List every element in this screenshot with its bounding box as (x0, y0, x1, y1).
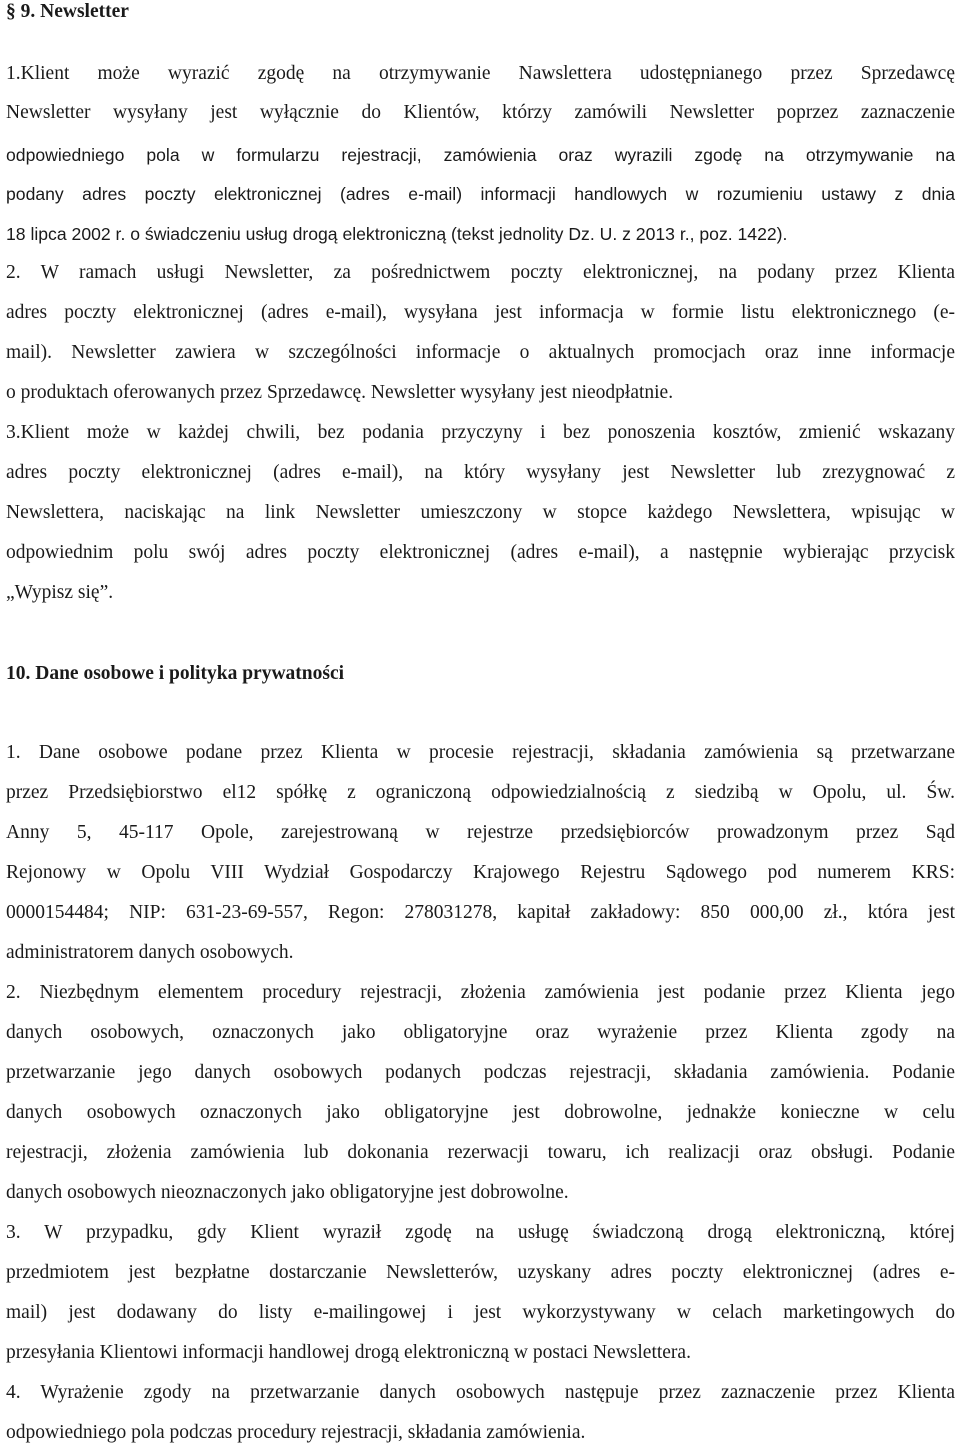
s9-line-8: mail). Newsletter zawiera w szczególności informacje o aktualnych promocjach oraz inne informacje (6, 342, 955, 363)
s10-line-2: przez Przedsiębiorstwo el12 spółkę z ograniczoną odpowiedzialnością z siedzibą w Opolu, ul. Św. (6, 782, 955, 803)
s9-line-5: 18 lipca 2002 r. o świadczeniu usług drogą elektroniczną (tekst jednolity Dz. U. z 2013 r., poz. 1422). (6, 224, 788, 244)
s10-line-4: Rejonowy w Opolu VIII Wydział Gospodarczy Krajowego Rejestru Sądowego pod numerem KRS: (6, 862, 955, 883)
s9-line-7: adres poczty elektronicznej (adres e-mail), wysyłana jest informacja w formie listu elektronicznego (e- (6, 302, 955, 323)
s10-line-14: przedmiotem jest bezpłatne dostarczanie Newsletterów, uzyskany adres poczty elektronicznej (adres e- (6, 1262, 955, 1283)
s10-line-1: 1. Dane osobowe podane przez Klienta w procesie rejestracji, składania zamówienia są przetwarzane (6, 742, 955, 763)
s10-line-18: odpowiedniego pola podczas procedury rejestracji, składania zamówienia. (6, 1422, 586, 1443)
s9-line-13: odpowiednim polu swój adres poczty elektronicznej (adres e-mail), a następnie wybierając przycisk (6, 542, 955, 563)
s9-line-9: o produktach oferowanych przez Sprzedawcę. Newsletter wysyłany jest nieodpłatnie. (6, 382, 674, 403)
s10-line-15: mail) jest dodawany do listy e-mailingowej i jest wykorzystywany w celach marketingowych do (6, 1302, 955, 1323)
s10-line-6: administratorem danych osobowych. (6, 942, 294, 963)
s10-line-12: danych osobowych nieoznaczonych jako obligatoryjne jest dobrowolne. (6, 1182, 569, 1203)
s9-line-12: Newslettera, naciskając na link Newsletter umieszczony w stopce każdego Newslettera, wpisując w (6, 502, 955, 523)
s10-line-16: przesyłania Klientowi informacji handlowej drogą elektroniczną w postaci Newslettera. (6, 1342, 691, 1363)
s9-line-14: „Wypisz się”. (6, 582, 114, 603)
s10-line-13: 3. W przypadku, gdy Klient wyraził zgodę na usługę świadczoną drogą elektroniczną, której (6, 1222, 955, 1243)
s9-line-11: adres poczty elektronicznej (adres e-mail), na który wysyłany jest Newsletter lub zrezygnować z (6, 462, 955, 483)
s10-line-11: rejestracji, złożenia zamówienia lub dokonania rezerwacji towaru, ich realizacji oraz obsługi. Podanie (6, 1142, 955, 1163)
s10-line-9: przetwarzanie jego danych osobowych podanych podczas rejestracji, składania zamówienia. Podanie (6, 1062, 955, 1083)
s9-line-6: 2. W ramach usługi Newsletter, za pośrednictwem poczty elektronicznej, na podany przez Klienta (6, 262, 955, 283)
s10-line-10: danych osobowych oznaczonych jako obligatoryjne jest dobrowolne, jednakże konieczne w celu (6, 1102, 955, 1123)
s9-line-10: 3.Klient może w każdej chwili, bez podania przyczyny i bez ponoszenia kosztów, zmienić wskazany (6, 422, 955, 443)
s9-line-4: podany adres poczty elektronicznej (adres e-mail) informacji handlowych w rozumieniu ustawy z dnia (6, 184, 955, 204)
s9-line-3: odpowiedniego pola w formularzu rejestracji, zamówienia oraz wyrazili zgodę na otrzymywanie na (6, 145, 955, 165)
section-9-heading: § 9. Newsletter (6, 1, 129, 22)
s10-line-17: 4. Wyrażenie zgody na przetwarzanie danych osobowych następuje przez zaznaczenie przez Klienta (6, 1382, 955, 1403)
s10-line-3: Anny 5, 45-117 Opole, zarejestrowaną w rejestrze przedsiębiorców prowadzonym przez Sąd (6, 822, 955, 843)
s10-line-5: 0000154484; NIP: 631-23-69-557, Regon: 278031278, kapitał zakładowy: 850 000,00 zł., która jest (6, 902, 955, 923)
s10-line-8: danych osobowych, oznaczonych jako obligatoryjne oraz wyrażenie przez Klienta zgody na (6, 1022, 955, 1043)
s10-line-7: 2. Niezbędnym elementem procedury rejestracji, złożenia zamówienia jest podanie przez Klienta jego (6, 982, 955, 1003)
s9-line-1: 1.Klient może wyrazić zgodę na otrzymywanie Nawslettera udostępnianego przez Sprzedawcę (6, 63, 955, 84)
s9-line-2: Newsletter wysyłany jest wyłącznie do Klientów, którzy zamówili Newsletter poprzez zaznaczenie (6, 102, 955, 123)
section-10-heading: 10. Dane osobowe i polityka prywatności (6, 663, 345, 684)
